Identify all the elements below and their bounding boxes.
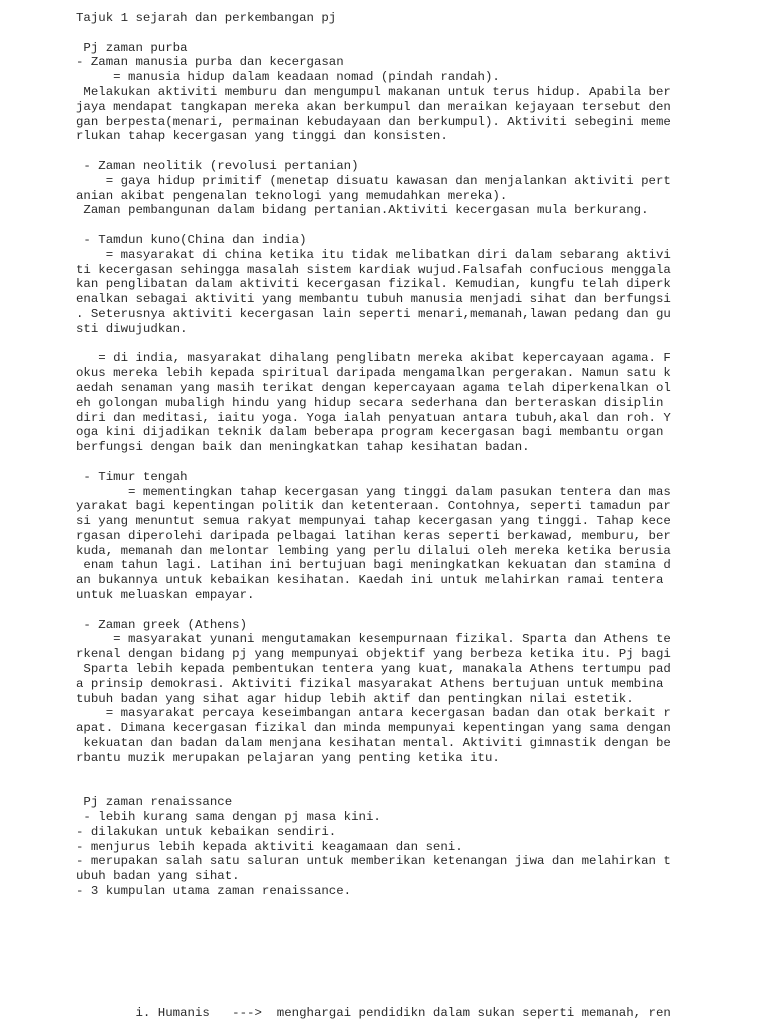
document-line: kekuatan dan badan dalam menjana kesihatan mental. Aktiviti gimnastik dengan be	[76, 736, 671, 751]
document-line	[76, 603, 756, 618]
document-line	[76, 337, 756, 352]
document-line: an bukannya untuk kebaikan kesihatan. Kaedah ini untuk melahirkan ramai tentera	[76, 573, 664, 588]
document-line: ubuh badan yang sihat.	[76, 869, 240, 884]
document-line: untuk meluaskan empayar.	[76, 588, 255, 603]
document-line: Tajuk 1 sejarah dan perkembangan pj	[76, 11, 337, 25]
document-line: . Seterusnya aktiviti kecergasan lain seperti menari,memanah,lawan pedang dan gu	[76, 306, 671, 321]
document-line: kan penglibatan dalam aktiviti kecergasan fizikal. Kemudian, kungfu telah diperk	[76, 277, 671, 292]
document-line: gan berpesta(menari, permainan kebudayaan dan berkumpul). Aktiviti sebegini meme	[76, 114, 671, 129]
document-line: - Zaman greek (Athens)	[76, 617, 248, 632]
footer-line: i. Humanis ---> menghargai pendidikn dalam sukan seperti memanah, ren	[76, 1006, 671, 1020]
document-line: Zaman pembangunan dalam bidang pertanian.Aktiviti kecergasan mula berkurang.	[76, 203, 649, 218]
document-line: = mementingkan tahap kecergasan yang tinggi dalam pasukan tentera dan mas	[76, 484, 671, 499]
document-line: berfungsi dengan baik dan meningkatkan tahap kesihatan badan.	[76, 440, 530, 455]
document-line: enam tahun lagi. Latihan ini bertujuan bagi meningkatkan kekuatan dan stamina d	[76, 558, 671, 573]
document-line: - Timur tengah	[76, 469, 188, 484]
document-line: - menjurus lebih kepada aktiviti keagamaan dan seni.	[76, 839, 463, 854]
document-line: tubuh badan yang sihat agar hidup lebih aktif dan pentingkan nilai estetik.	[76, 691, 634, 706]
document-line: apat. Dimana kecergasan fizikal dan minda mempunyai kepentingan yang sama dengan	[76, 721, 671, 736]
document-line: diri dan meditasi, iaitu yoga. Yoga ialah penyatuan antara tubuh,akal dan roh. Y	[76, 410, 671, 425]
document-line: = masyarakat percaya keseimbangan antara kecergasan badan dan otak berkait r	[76, 706, 671, 721]
document-line: oga kini dijadikan teknik dalam beberapa program kecergasan bagi membantu organ	[76, 425, 664, 440]
document-line: rbantu muzik merupakan pelajaran yang penting ketika itu.	[76, 750, 500, 765]
document-line	[76, 218, 756, 233]
document-line: Pj zaman purba	[76, 40, 188, 55]
document-line: kuda, memanah dan melontar lembing yang perlu dilalui oleh mereka ketika berusia	[76, 543, 671, 558]
document-line: - Tamdun kuno(China dan india)	[76, 232, 307, 247]
document-line: - merupakan salah satu saluran untuk memberikan ketenangan jiwa dan melahirkan t	[76, 854, 671, 869]
document-line: eh golongan mubaligh hindu yang hidup secara sederhana dan berteraskan disiplin	[76, 395, 664, 410]
document-line: rkenal dengan bidang pj yang mempunyai objektif yang berbeza ketika itu. Pj bagi	[76, 647, 671, 662]
document-line: - dilakukan untuk kebaikan sendiri.	[76, 824, 337, 839]
document-line: = masyarakat di china ketika itu tidak melibatkan diri dalam sebarang aktivi	[76, 247, 671, 262]
document-line: si yang menuntut semua rakyat mempunyai tahap kecergasan yang tinggi. Tahap kece	[76, 514, 671, 529]
document-line: rgasan diperolehi daripada pelbagai latihan keras seperti berkawad, memburu, ber	[76, 528, 671, 543]
document-line: anian akibat pengenalan teknologi yang memudahkan mereka).	[76, 188, 508, 203]
document-line	[76, 144, 756, 159]
document-line: rlukan tahap kecergasan yang tinggi dan konsisten.	[76, 129, 448, 144]
document-line: = manusia hidup dalam keadaan nomad (pindah randah).	[76, 70, 500, 85]
document-line	[76, 26, 756, 41]
document-line: = masyarakat yunani mengutamakan kesempurnaan fizikal. Sparta dan Athens te	[76, 632, 671, 647]
document-line: aedah senaman yang masih terikat dengan kepercayaan agama telah diperkenalkan ol	[76, 380, 671, 395]
document-line: - 3 kumpulan utama zaman renaissance.	[76, 884, 352, 899]
document-line: Pj zaman renaissance	[76, 795, 233, 810]
document-line: - Zaman neolitik (revolusi pertanian)	[76, 158, 359, 173]
document-line: okus mereka lebih kepada spiritual daripada mengamalkan pergerakan. Namun satu k	[76, 366, 671, 381]
document-body	[76, 11, 756, 899]
document-line: - lebih kurang sama dengan pj masa kini.	[76, 810, 381, 825]
document-line: yarakat bagi kepentingan politik dan ketenteraan. Contohnya, seperti tamadun par	[76, 499, 671, 514]
document-line: - Zaman manusia purba dan kecergasan	[76, 55, 344, 70]
document-line: Sparta lebih kepada pembentukan tentera yang kuat, manakala Athens tertumpu pad	[76, 662, 671, 677]
document-line: a prinsip demokrasi. Aktiviti fizikal masyarakat Athens bertujuan untuk membina	[76, 676, 664, 691]
document-line	[76, 780, 756, 795]
document-line	[76, 455, 756, 470]
document-line: Melakukan aktiviti memburu dan mengumpul makanan untuk terus hidup. Apabila ber	[76, 84, 671, 99]
document-line: = gaya hidup primitif (menetap disuatu kawasan dan menjalankan aktiviti pert	[76, 173, 671, 188]
document-line	[76, 766, 756, 781]
document-line: jaya mendapat tangkapan mereka akan berkumpul dan meraikan kejayaan tersebut den	[76, 99, 671, 114]
document-line: = di india, masyarakat dihalang penglibatn mereka akibat kepercayaan agama. F	[76, 351, 671, 366]
document-line: ti kecergasan sehingga masalah sistem kardiak wujud.Falsafah confucious menggala	[76, 262, 671, 277]
document-line: enalkan sebagai aktiviti yang membantu tubuh manusia menjadi sihat dan berfungsi	[76, 292, 671, 307]
document-line: sti diwujudkan.	[76, 321, 188, 336]
